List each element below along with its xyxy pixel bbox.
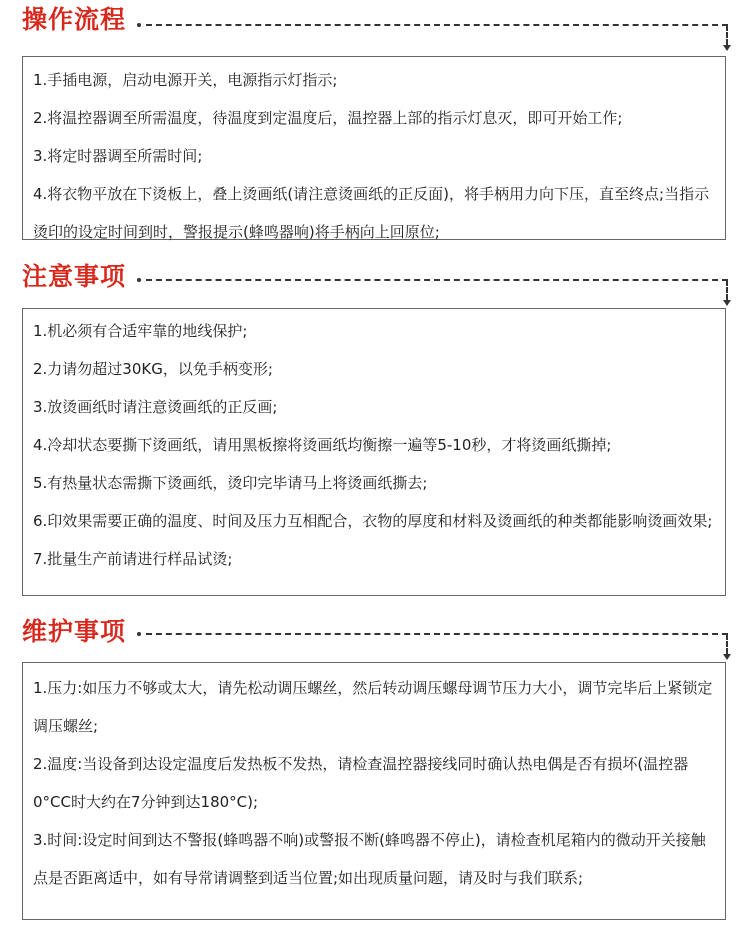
divider-dot	[137, 278, 141, 282]
dashed-connector	[726, 25, 728, 45]
content-box	[22, 56, 726, 240]
arrow-down-icon	[723, 300, 731, 306]
section-title: 维护事项	[22, 617, 127, 646]
list-item: 4.将衣物平放在下烫板上，叠上烫画纸(请注意烫画纸的正反面)，将手柄用力向下压，直至终点;当指示烫印的设定时间到时，警报提示(蜂鸣器响)将手柄向上回原位;	[33, 185, 710, 241]
dashed-divider	[146, 279, 728, 281]
list-item: 3.放烫画纸时请注意烫画纸的正反画;	[33, 398, 278, 416]
dashed-connector	[726, 280, 728, 300]
divider-dot	[137, 23, 141, 27]
list-item: 2.温度:当设备到达设定温度后发热板不发热，请检查温控器接线同时确认热电偶是否有损坏(温控器0°CC时大约在7分钟到达180°C);	[33, 755, 689, 811]
content-box	[22, 662, 726, 920]
list-item: 1.压力:如压力不够或太大，请先松动调压螺丝，然后转动调压螺母调节压力大小，调节完毕后上紧锁定调压螺丝;	[33, 679, 713, 735]
dashed-divider	[146, 24, 728, 26]
dashed-connector	[726, 634, 728, 654]
arrow-down-icon	[723, 654, 731, 660]
list-item: 2.将温控器调至所需温度，待温度到定温度后，温控器上部的指示灯息灭，即可开始工作;	[33, 109, 623, 127]
list-item: 1.手插电源，启动电源开关，电源指示灯指示;	[33, 71, 338, 89]
section-title: 注意事项	[22, 262, 127, 291]
arrow-down-icon	[723, 45, 731, 51]
divider-dot	[137, 632, 141, 636]
list-item: 1.机必须有合适牢靠的地线保护;	[33, 322, 248, 340]
section-notes	[0, 261, 750, 597]
section-operation	[0, 4, 750, 240]
list-item: 6.印效果需要正确的温度、时间及压力互相配合，衣物的厚度和材料及烫画纸的种类都能影响烫画效果;	[33, 512, 713, 530]
list-item: 7.批量生产前请进行样品试烫;	[33, 550, 233, 568]
list-item: 5.有热量状态需撕下烫画纸，烫印完毕请马上将烫画纸撕去;	[33, 474, 428, 492]
section-maintenance	[0, 616, 750, 920]
content-box	[22, 308, 726, 596]
section-title: 操作流程	[22, 5, 127, 34]
list-item: 3.将定时器调至所需时间;	[33, 147, 203, 165]
dashed-divider	[146, 633, 728, 635]
list-item: 2.力请勿超过30KG，以免手柄变形;	[33, 360, 273, 378]
list-item: 3.时间:设定时间到达不警报(蜂鸣器不响)或警报不断(蜂鸣器不停止)，请检查机尾箱内的微动开关接触点是否距离适中，如有导常请调整到适当位置;如出现质量问题，请及时与我们联系;	[33, 831, 706, 887]
list-item: 4.冷却状态要撕下烫画纸，请用黑板擦将烫画纸均衡擦一遍等5-10秒，才将烫画纸撕掉;	[33, 436, 612, 454]
